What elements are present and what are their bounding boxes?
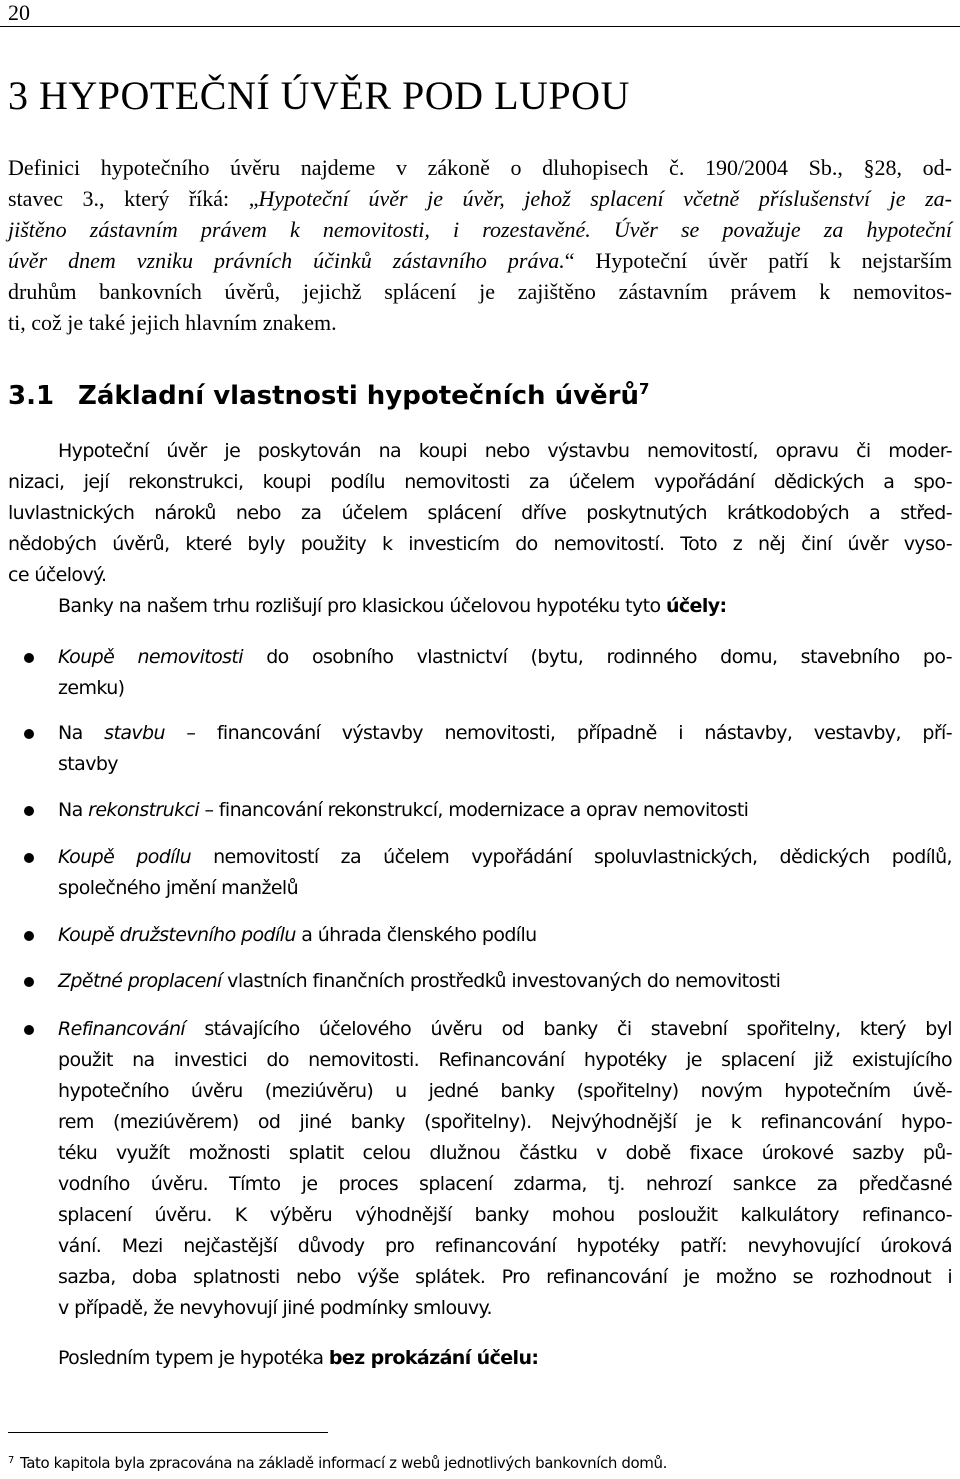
intro-line: stavec 3., který říká: „Hypoteční úvěr je úvěr, jehož splacení včetně příslušenství je za-: [8, 186, 952, 211]
bullet-item-share: Koupě podílu nemovitostí za účelem vypořádání spoluvlastnických, dědických podílů, společného jmění manželů: [58, 846, 952, 899]
last-type-paragraph: Posledním typem je hypotéka bez prokázání účelu:: [58, 1347, 539, 1369]
purpose-paragraph: [8, 436, 952, 622]
para-line: luvlastnických nároků nebo za účelem splácení dříve poskytnutých krátkodobých a střed-: [8, 502, 952, 524]
intro-line: Definici hypotečního úvěru najdeme v zákoně o dluhopisech č. 190/2004 Sb., §28, od-: [8, 155, 952, 180]
footnote: [8, 1454, 667, 1472]
para-line: nizaci, její rekonstrukci, koupi podílu nemovitosti za účelem vypořádání dědických a spo-: [8, 471, 952, 493]
intro-paragraph: [8, 152, 952, 338]
bullet-item-coop-share: Koupě družstevního podílu a úhrada členského podílu: [58, 924, 537, 946]
purposes-intro: Banky na našem trhu rozlišují pro klasickou účelovou hypotéku tyto účely:: [58, 595, 727, 617]
section-title: Základní vlastnosti hypotečních úvěrů: [78, 381, 640, 411]
bullet-dot: [24, 1025, 34, 1035]
bullet-item-reconstruction: Na rekonstrukci – financování rekonstrukcí, modernizace a oprav nemovitosti: [58, 799, 749, 821]
para-line: ce účelový.: [8, 564, 107, 586]
para-line: nědobých úvěrů, které byly použity k investicím do nemovitostí. Toto z něj činí úvěr vyso-: [8, 533, 952, 555]
bullet-dot: [24, 729, 34, 739]
intro-line: ti, což je také jejich hlavním znakem.: [8, 310, 337, 335]
chapter-heading: 3 HYPOTEČNÍ ÚVĚR POD LUPOU: [8, 73, 630, 118]
intro-line: úvěr dnem vzniku právních účinků zástavního práva.“ Hypoteční úvěr patří k nejstarším: [8, 248, 952, 273]
page-number: 20: [8, 0, 30, 25]
section-heading: [8, 380, 649, 411]
section-number: 3.1: [8, 381, 55, 411]
footnote-text: Tato kapitola byla zpracována na základě informací z webů jednotlivých bankovních domů.: [19, 1454, 667, 1472]
footnote-number: 7: [8, 1455, 14, 1466]
bullet-item-construction: Na stavbu – financování výstavby nemovitosti, případně i nástavby, vestavby, pří- stavby: [58, 722, 952, 775]
bullet-dot: [24, 653, 34, 663]
footnote-rule: [8, 1432, 328, 1433]
bullet-item-purchase: Koupě nemovitosti do osobního vlastnictví (bytu, rodinného domu, stavebního po- zemku): [58, 646, 952, 699]
bullet-item-refinancing: Refinancování stávajícího účelového úvěru od banky či stavební spořitelny, který byl použit na investici do nemovitosti. Refinancování hypotéky je splacení již existujícího hypotečního úvěru (meziúvěru) u jedné banky (spořitelny) novým hypotečním úvě- rem (meziúvěrem) od jiné banky (spořitelny). Nejvýhodnější je k refinancování hypo- téku využít možnosti splatit celou dlužnou částku v době fixace úrokové sazby pů- vodního úvěru. Tímto je proces splacení zdarma, tj. nehrozí sankce za předčasné splacení úvěru. K výběru výhodnější banky mohou posloužit kalkulátory refinanco- vání. Mezi nejčastější důvody pro refinancování hypotéky patří: nevyhovující úroková sazba, doba splatnosti nebo výše splátek. Pro refinancování je možno se rozhodnout i v případě, že nevyhovují jiné podmínky smlouvy.: [58, 1018, 952, 1319]
bullet-dot: [24, 931, 34, 941]
header-rule: [0, 26, 960, 27]
footnote-ref[interactable]: 7: [639, 380, 650, 398]
intro-line: jištěno zástavním právem k nemovitosti, i rozestavěné. Úvěr se považuje za hypoteční: [8, 217, 952, 242]
bullet-dot: [24, 977, 34, 987]
para-line: Hypoteční úvěr je poskytován na koupi nebo výstavbu nemovitostí, opravu či moder-: [58, 440, 952, 462]
bullet-dot: [24, 853, 34, 863]
bullet-item-reimbursement: Zpětné proplacení vlastních finančních prostředků investovaných do nemovitosti: [58, 970, 781, 992]
intro-line: druhům bankovních úvěrů, jejichž splácení je zajištěno zástavním právem k nemovitos-: [8, 279, 952, 304]
bullet-dot: [24, 806, 34, 816]
